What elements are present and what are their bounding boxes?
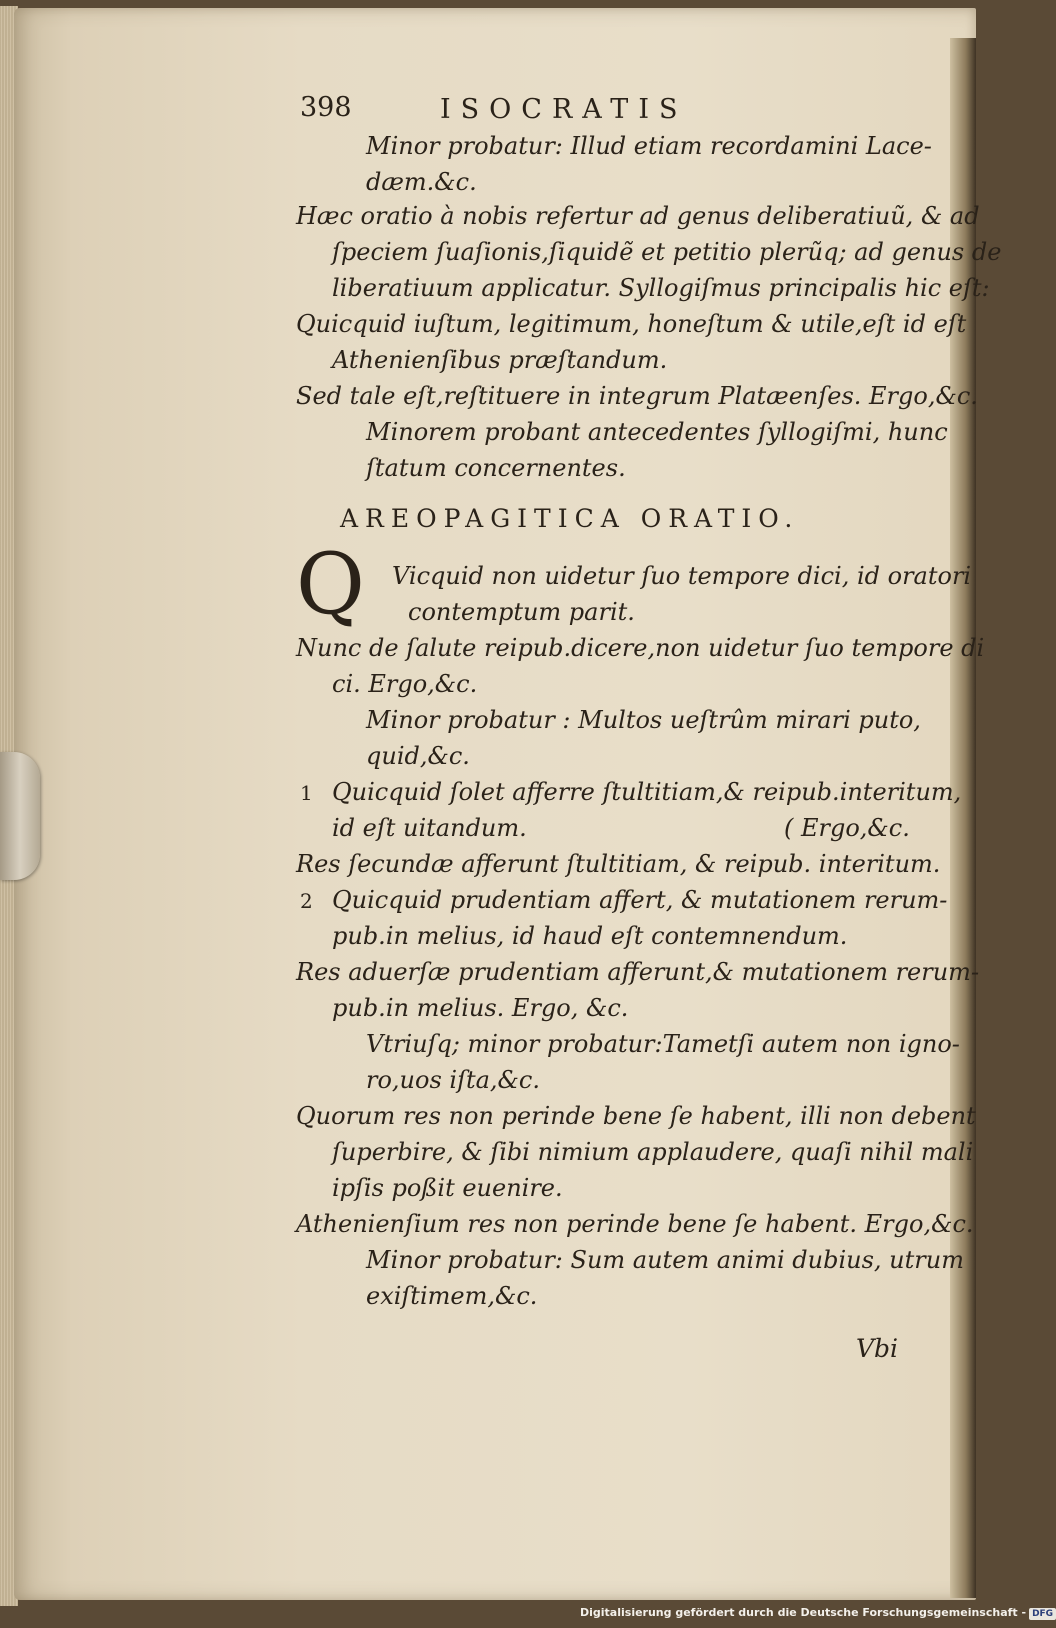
text-line: Quicquid iuſtum, legitimum, honeſtum & utile,eſt id eſt [296,310,967,338]
text-line: Res ſecundæ afferunt ſtultitiam, & reipub. interitum. [296,850,941,878]
text-line: Quicquid ſolet afferre ſtultitiam,& reipub.interitum, [332,778,962,806]
text-line: Vicquid non uidetur ſuo tempore dici, id oratori [392,562,972,590]
text-line: id eſt uitandum. [332,814,527,842]
text-line: Sed tale eſt,reſtituere in integrum Platæenſes. Ergo,&c. [296,382,978,410]
running-head: ISOCRATIS [440,94,688,125]
footer-text: Digitalisierung gefördert durch die Deutsche Forschungsgemeinschaft - [580,1606,1027,1619]
list-marker-1: 1 [300,781,313,805]
folio-number: 398 [300,92,352,123]
text-line: ro,uos iſta,&c. [366,1066,540,1094]
text-line: pub.in melius, id haud eſt contemnendum. [332,922,848,950]
text-line: Vtriuſq; minor probatur:Tametſi autem non igno- [366,1030,960,1058]
text-line: quid,&c. [366,742,470,770]
page-clip [0,752,40,880]
book-page [14,8,1002,1600]
text-line: Hæc oratio à nobis refertur ad genus deliberatiuũ, & ad [296,202,980,230]
text-line: Minor probatur: Illud etiam recordamini Lace- [366,132,932,160]
text-line: ſtatum concernentes. [366,454,626,482]
text-line: dæm.&c. [366,168,477,196]
text-line: ci. Ergo,&c. [332,670,478,698]
text-line: Quicquid prudentiam affert, & mutationem rerum- [332,886,948,914]
dfg-logo: DFG [1029,1608,1056,1620]
text-line: ſuperbire, & ſibi nimium applaudere, quaſi nihil mali [332,1138,974,1166]
text-line: Minorem probant antecedentes ſyllogiſmi, hunc [366,418,948,446]
text-line: Athenienſibus præſtandum. [332,346,668,374]
text-line: ( Ergo,&c. [784,814,910,842]
text-line: Res aduerſæ prudentiam afferunt,& mutationem rerum- [296,958,980,986]
text-line: Quorum res non perinde bene ſe habent, illi non debent [296,1102,976,1130]
text-line: ſpeciem ſuaſionis,ſiquidẽ et petitio plerũq; ad genus de [332,238,1002,266]
text-line: liberatiuum applicatur. Syllogiſmus principalis hic eſt: [332,274,990,302]
text-line: pub.in melius. Ergo, &c. [332,994,629,1022]
page-text [14,8,1002,1600]
list-marker-2: 2 [300,889,313,913]
text-line: ipſis poßit euenire. [332,1174,563,1202]
digitization-footer [580,1606,1056,1620]
text-line: exiſtimem,&c. [366,1282,538,1310]
text-line: Minor probatur : Multos ueſtrûm mirari puto, [366,706,921,734]
text-line: contemptum parit. [408,598,635,626]
drop-cap: Q [296,535,365,633]
section-title: AREOPAGITICA ORATIO. [340,504,800,533]
catchword: Vbi [856,1334,899,1363]
text-line: Minor probatur: Sum autem animi dubius, utrum [366,1246,964,1274]
text-line: Athenienſium res non perinde bene ſe habent. Ergo,&c. [296,1210,974,1238]
text-line: Nunc de ſalute reipub.dicere,non uidetur ſuo tempore di [296,634,985,662]
